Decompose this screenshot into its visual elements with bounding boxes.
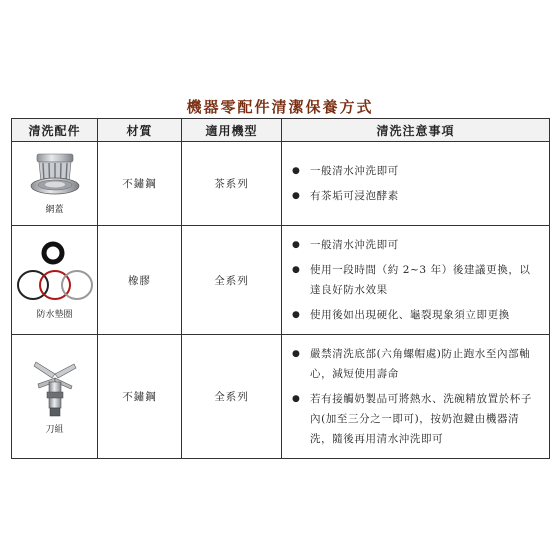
table-row	[12, 226, 550, 335]
note-text: 有茶垢可浸泡酵素	[310, 190, 399, 202]
bullet-icon: ●	[292, 394, 301, 404]
blade-assembly-image	[30, 358, 80, 418]
note-item	[288, 389, 541, 449]
header-row	[12, 119, 550, 142]
bullet-icon: ●	[292, 310, 301, 320]
mesh-cover-image	[27, 152, 83, 198]
notes-list	[288, 235, 541, 325]
note-text: 一般清水沖洗即可	[310, 165, 399, 177]
header-part: 清洗配件	[12, 119, 98, 142]
note-item	[288, 344, 541, 384]
material-value: 橡膠	[128, 274, 151, 287]
header-model: 適用機型	[182, 119, 282, 142]
table-row	[12, 142, 550, 226]
note-item	[288, 235, 541, 255]
header-material: 材質	[98, 119, 182, 142]
model-value: 茶系列	[214, 178, 249, 190]
model-value: 全系列	[214, 391, 249, 403]
bullet-icon: ●	[292, 166, 301, 176]
bullet-icon: ●	[292, 191, 301, 201]
note-text: 嚴禁清洗底部(六角螺帽處)防止跑水至內部軸心，減短使用壽命	[310, 348, 531, 380]
page-title: 機器零配件清潔保養方式	[186, 98, 374, 116]
part-name: 防水墊圈	[36, 309, 73, 320]
table-row	[12, 335, 550, 459]
part-name: 刀組	[45, 425, 64, 435]
gasket-rings-image	[15, 241, 95, 303]
note-item	[288, 186, 541, 206]
bullet-icon: ●	[292, 265, 301, 275]
notes-cell	[282, 335, 550, 459]
note-item	[288, 161, 541, 181]
note-text: 若有接觸奶製品可將熱水、洗碗精放置於杯子內(加至三分之一即可)，按奶泡鍵由機器清洗，隨後再用清水沖洗即可	[310, 393, 532, 445]
note-item	[288, 260, 541, 300]
material-cell	[98, 142, 182, 226]
material-cell	[98, 335, 182, 459]
model-value: 全系列	[214, 274, 249, 287]
care-table	[11, 118, 550, 459]
note-item	[288, 305, 541, 325]
model-cell	[182, 226, 282, 335]
header-notes: 清洗注意事項	[282, 119, 550, 142]
note-text: 使用後如出現硬化、龜裂現象須立即更換	[310, 309, 510, 321]
part-cell	[12, 142, 98, 226]
notes-list	[288, 161, 541, 206]
notes-list	[288, 344, 541, 449]
note-text: 一般清水沖洗即可	[310, 239, 399, 251]
part-name: 網蓋	[45, 205, 64, 215]
material-cell	[98, 226, 182, 335]
bullet-icon: ●	[292, 349, 301, 359]
part-cell	[12, 335, 98, 459]
model-cell	[182, 335, 282, 459]
bullet-icon: ●	[292, 240, 301, 250]
material-value: 不鏽鋼	[122, 391, 157, 403]
model-cell	[182, 142, 282, 226]
part-cell	[12, 226, 98, 335]
notes-cell	[282, 226, 550, 335]
material-value: 不鏽鋼	[122, 178, 157, 190]
notes-cell	[282, 142, 550, 226]
note-text: 使用一段時間（約 2~3 年）後建議更換，以達良好防水效果	[310, 264, 531, 296]
